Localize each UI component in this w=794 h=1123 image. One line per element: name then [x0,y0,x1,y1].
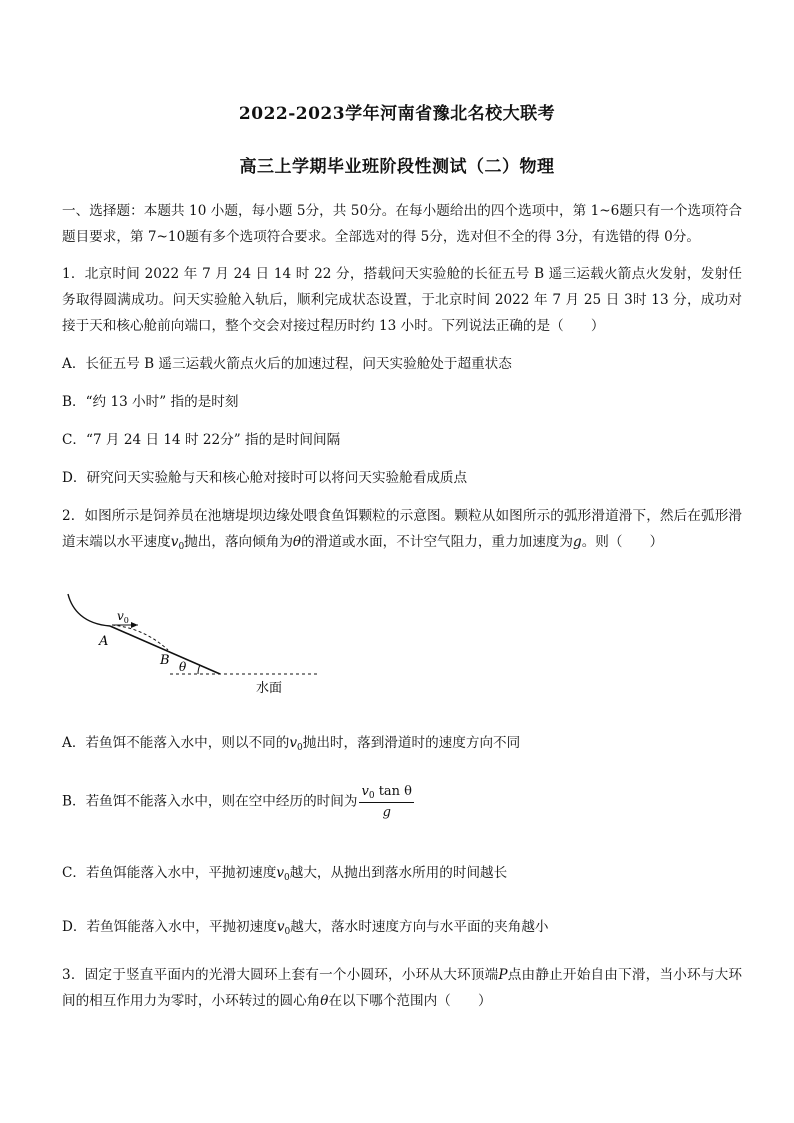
label-point-a: A [99,634,109,649]
fraction: $\frac{v_0 \tan \theta}{g}$ [361,784,413,820]
label-water-surface: 水面 [256,681,283,696]
trajectory-dashed [112,625,168,650]
curved-slide [68,594,110,626]
theta-arc [198,665,200,674]
question-2-option-b: B．若鱼饵不能落入水中，则在空中经历的时间为 $\frac{v_0 \tan \theta}{g}$ [62,784,413,820]
question-1-stem: 1．北京时间 2022 年 7 月 24 日 14 时 22 分，搭载问天实验舱的长征五号 B 遥三运载火箭点火发射，发射任务取得圆满成功。问天实验舱入轨后，顺利完成状态设置，于北京时间 2022 年 7 月 25 日 3时 13 分，成功对接于天和核心舱前向端口，整个交会对接过程历时约 13 小时。下列说法正确的是（ ） [62,266,742,334]
section-instructions: 一、选择题：本题共 10 小题，每小题 5分，共 50分。在每小题给出的四个选项中，第 1~6题只有一个选项符合题目要求，第 7~10题有多个选项符合要求。全部选对的得 5分，选对但不全的得 3分，有选错的得 0分。 [62,203,742,245]
question-2-option-d: D．若鱼饵能落入水中，平抛初速度$v_0$越大，落水时速度方向与水平面的夹角越小 [62,919,549,937]
exam-title: 2022-2023学年河南省豫北名校大联考 [238,104,556,124]
question-1-option-a: A．长征五号 B 遥三运载火箭点火后的加速过程，问天实验舱处于超重状态 [62,356,512,372]
question-2-option-a: A．若鱼饵不能落入水中，则以不同的$v_0$抛出时，落到滑道时的速度方向不同 [62,735,521,753]
question-2-option-c: C．若鱼饵能落入水中，平抛初速度$v_0$越大，从抛出到落水所用的时间越长 [62,865,508,883]
label-point-b: B [160,653,170,668]
question-1-option-d: D．研究问天实验舱与天和核心舱对接时可以将问天实验舱看成质点 [62,470,468,486]
question-3-stem: 3．固定于竖直平面内的光滑大圆环上套有一个小圆环，小环从大环顶端P点由静止开始自由下滑，当小环与大环间的相互作用力为零时，小环转过的圆心角θ在以下哪个范围内（ ） [62,967,743,1009]
question-2-figure [60,588,330,698]
label-theta: θ [179,660,187,674]
question-1-option-b: B．“约 13 小时” 指的是时刻 [62,394,239,410]
question-2-stem: 2．如图所示是饲养员在池塘堤坝边缘处喂食鱼饵颗粒的示意图。颗粒从如图所示的弧形滑道滑下，然后在弧形滑道末端以水平速度$v_0$抛出，落向倾角为θ的滑道或水面，不计空气阻力，重力加速度为g。则（ ） [62,508,742,552]
question-1-option-c: C．“7 月 24 日 14 时 22分” 指的是时间间隔 [62,432,341,448]
exam-subtitle: 高三上学期毕业班阶段性测试（二）物理 [239,157,555,177]
arrow-head-icon [131,622,138,628]
label-v0: $v_0$ [117,609,129,625]
